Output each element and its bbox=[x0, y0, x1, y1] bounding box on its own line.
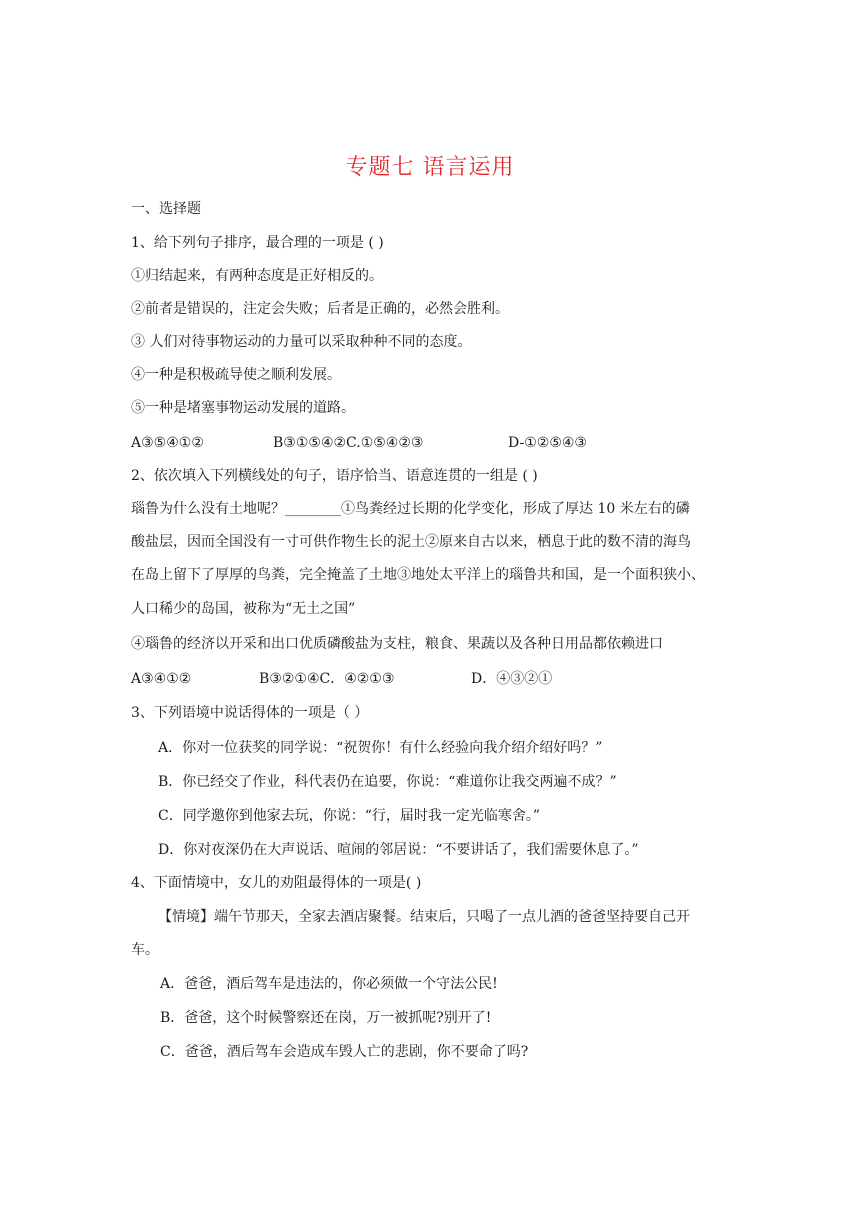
q2-option-a: A③④①② bbox=[131, 671, 192, 687]
q4-stem: 4、下面情境中，女儿的劝阻最得体的一项是( ) bbox=[131, 875, 422, 891]
q3-option-b: B．你已经交了作业，科代表仍在追要，你说：“难道你让我交两遍不成？” bbox=[158, 774, 617, 790]
q3-option-d: D．你对夜深仍在大声说话、喧闹的邻居说：“不要讲话了，我们需要休息了。” bbox=[158, 842, 639, 858]
q2-passage-line-2: 酸盐层，因而全国没有一寸可供作物生长的泥土②原来自古以来，栖息于此的数不清的海鸟 bbox=[131, 534, 691, 550]
q3-stem: 3、下列语境中说话得体的一项是（ ） bbox=[131, 705, 369, 721]
q2-passage-line-3: 在岛上留下了厚厚的鸟粪，完全掩盖了土地③地处太平洋上的瑙鲁共和国，是一个面积狭小、 bbox=[131, 567, 705, 583]
q1-item-5: ⑤一种是堵塞事物运动发展的道路。 bbox=[131, 400, 355, 416]
section-heading: 一、选择题 bbox=[131, 201, 201, 217]
q3-option-a: A．你对一位获奖的同学说：“祝贺你！有什么经验向我介绍介绍好吗？” bbox=[158, 740, 603, 756]
q2-passage-line-1: 瑙鲁为什么没有土地呢？________①鸟粪经过长期的化学变化，形成了厚达 10 米左右的磷 bbox=[131, 501, 690, 517]
q1-item-4: ④一种是积极疏导使之顺利发展。 bbox=[131, 367, 341, 383]
q1-options bbox=[131, 433, 587, 453]
q1-item-1: ①归结起来，有两种态度是正好相反的。 bbox=[131, 268, 383, 284]
q4-context-line-1: 【情境】端午节那天，全家去酒店聚餐。结束后，只喝了一点儿酒的爸爸坚持要自己开 bbox=[158, 909, 690, 925]
q2-stem: 2、依次填入下列横线处的句子，语序恰当、语意连贯的一组是 ( ) bbox=[131, 468, 538, 484]
document-title: 专题七 语言运用 bbox=[345, 155, 515, 180]
q1-stem: 1、给下列句子排序，最合理的一项是 ( ) bbox=[131, 235, 384, 251]
q3-option-c: C．同学邀你到他家去玩，你说：“行，届时我一定光临寒舍。” bbox=[158, 808, 541, 824]
q4-context-line-2: 车。 bbox=[131, 942, 159, 958]
q2-option-bc: B③②①④C．④②①③ bbox=[259, 671, 395, 687]
q1-item-2: ②前者是错误的，注定会失败；后者是正确的，必然会胜利。 bbox=[131, 301, 509, 317]
q1-item-3: ③ 人们对待事物运动的力量可以采取种种不同的态度。 bbox=[131, 334, 472, 350]
q2-option-d: D．④③②① bbox=[471, 671, 553, 687]
q1-option-a: A③⑤④①② bbox=[131, 435, 204, 451]
q1-option-bc: B③①⑤④②C.①⑤④②③ bbox=[273, 435, 424, 451]
q4-option-b: B．爸爸，这个时候警察还在岗，万一被抓呢?别开了! bbox=[160, 1010, 492, 1026]
q4-option-c: C．爸爸，酒后驾车会造成车毁人亡的悲剧，你不要命了吗? bbox=[160, 1044, 529, 1060]
q4-option-a: A．爸爸，酒后驾车是违法的，你必须做一个守法公民! bbox=[160, 976, 498, 992]
q2-options bbox=[131, 669, 552, 689]
q1-option-d: D-①②⑤④③ bbox=[508, 435, 587, 451]
q2-passage-line-5: ④瑙鲁的经济以开采和出口优质磷酸盐为支柱，粮食、果蔬以及各种日用品都依赖进口 bbox=[131, 636, 663, 652]
q2-passage-line-4: 人口稀少的岛国，被称为“无土之国” bbox=[131, 601, 356, 617]
